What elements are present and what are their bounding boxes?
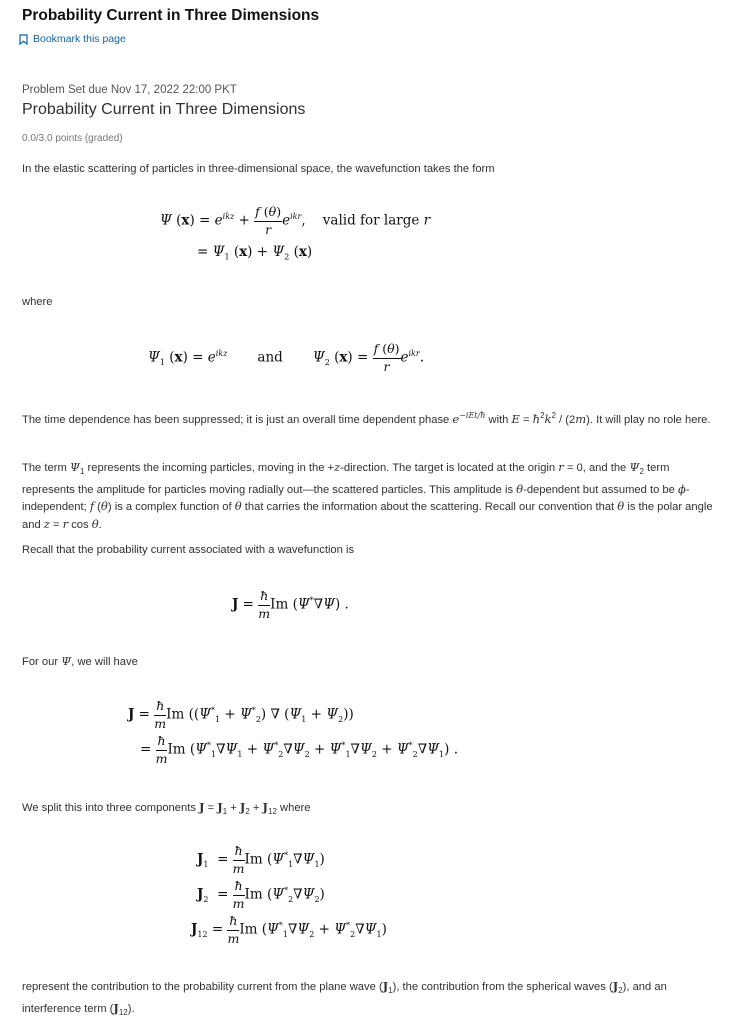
valid-text: valid for large [322,212,420,229]
equation-current-expanded-2: = $\frac{ħ}{m}$ Im $(\Psi^*_1\nabla\Psi_1 + \Psi^*_2\nabla\Psi_2 + \Psi^*_1\nabla\Psi_2 + \Psi^*_2\nabla\Psi_1)$ . [140,733,458,766]
term-description-text: The term $\Psi_1$ represents the incoming particles, moving in the +z-direction. The target is located at the origin r = 0, and the $\Psi_2$ term represents the amplitude for particles moving radially out—the scattered particles. This amplitude is θ-dependent but assumed to be ϕ-independent; f (θ) is a complex function of θ that carries the information about the scattering. Recall our convention that θ is the polar angle and z = r cos θ. [22,460,713,532]
bookmark-icon [19,34,28,45]
equation-j2: $J_2$ = $\frac{ħ}{m}$ Im $(\Psi^*_2\nabla\Psi_2)$ [197,878,325,911]
split-text: We split this into three components $J = J_1 + J_2 + J_{12}$ where [22,800,311,817]
equation-components: $\Psi_1$ $(x) = e^{ikz}$ and $\Psi_2$ (x) = $\frac{f (\theta)}{r}$ $e^{ikr}$. [148,341,425,374]
represent-text: represent the contribution to the probability current from the plane wave $(J_1)$, the contribution from the spherical waves $(J_2)$, and an interference term $(J_{12})$. [22,979,667,1018]
and-text: and [257,349,283,366]
page-title: Probability Current in Three Dimensions [22,7,320,24]
for-our-text: For our Ψ, we will have [22,654,138,668]
where-text: where [22,296,53,308]
equation-j1: $J_1$ = $\frac{ħ}{m}$ Im $(\Psi^*_1\nabla\Psi_1)$ [197,843,325,876]
bookmark-label: Bookmark this page [33,33,126,45]
bookmark-button[interactable] [19,33,126,45]
time-dependence-text: The time dependence has been suppressed; it is just an overall time dependent phase $e^{-iEt/ħ}$ with $E = ħ^2k^2 / (2m)$. It will play no role here. [22,411,711,426]
recall-current-text: Recall that the probability current associated with a wavefunction is [22,544,355,556]
equation-wavefunction: Ψ $(x) = e^{ikz}$ + $\frac{f (\theta)}{r}$ $e^{ikr}$, valid for large r [160,204,431,237]
equation-current-expanded-1: J = $\frac{ħ}{m}$ Im ($(\Psi^*_1 + \Psi^*_2)$ ∇ $(\Psi_1 + \Psi_2)$) [128,698,354,731]
problem-title: Probability Current in Three Dimensions [22,101,306,118]
intro-text: In the elastic scattering of particles in three-dimensional space, the wavefunction takes the form [22,163,495,175]
equation-current-definition: J = $\frac{ħ}{m}$ Im (Ψ*∇Ψ) . [232,588,349,621]
equation-sum: = $\Psi_1$ $(x) + \Psi_2$ (x) [197,244,313,262]
due-date: Problem Set due Nov 17, 2022 22:00 PKT [22,84,237,96]
points-status: 0.0/3.0 points (graded) [22,133,123,144]
equation-j12: $J_{12}$ = $\frac{ħ}{m}$ Im $(\Psi^*_1\nabla\Psi_2 + \Psi^*_2\nabla\Psi_1)$ [191,913,387,946]
